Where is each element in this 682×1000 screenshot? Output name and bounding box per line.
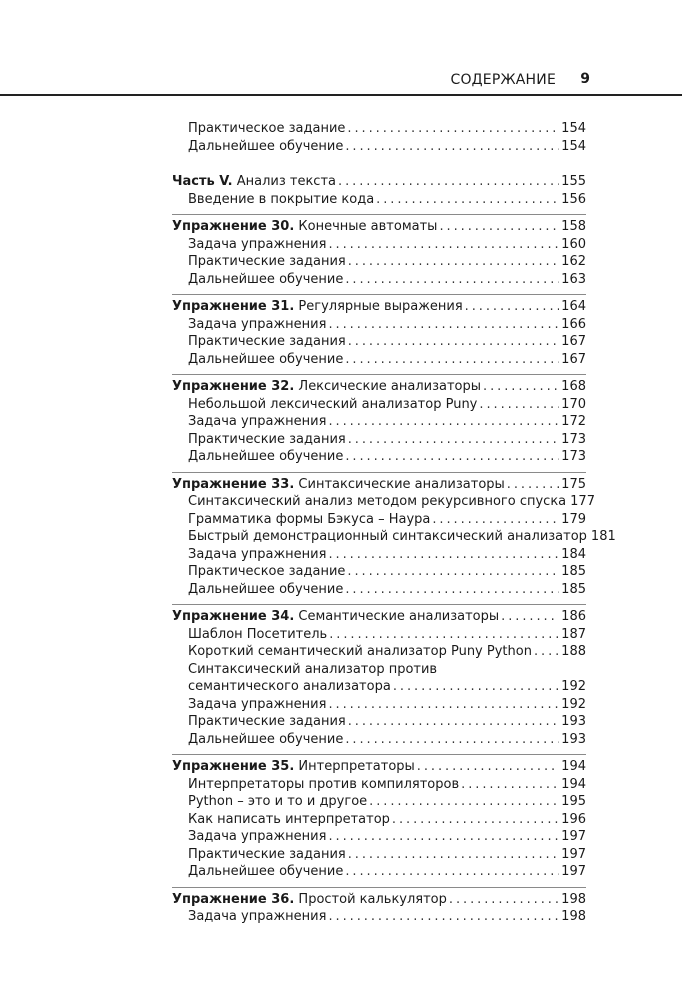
dot-leader <box>348 431 559 449</box>
toc-entry <box>172 563 586 581</box>
toc-entry <box>172 811 586 829</box>
toc-entry <box>172 511 586 529</box>
toc-page-number: 166 <box>561 316 586 332</box>
toc-entry-title: Python – это и то и другое <box>188 794 368 809</box>
toc-entry-title: Задача упражнения <box>188 909 327 924</box>
toc-heading-number: Упражнение 30. <box>172 219 295 234</box>
toc-part-heading <box>172 173 586 191</box>
dot-leader <box>328 696 559 714</box>
toc-heading-number: Упражнение 34. <box>172 609 295 624</box>
toc-page-number: 158 <box>561 219 586 234</box>
toc-entry-title: Дальнейшее обучение <box>188 138 344 154</box>
toc-heading-title: Регулярные выражения <box>294 299 463 314</box>
dot-leader <box>347 563 559 581</box>
toc-page-number: 198 <box>561 909 586 924</box>
dot-leader <box>501 608 559 626</box>
toc-page-number: 197 <box>561 846 586 862</box>
toc-entry <box>172 581 586 599</box>
toc-entry <box>172 661 586 679</box>
toc-entry-title: Задача упражнения <box>188 829 327 844</box>
dot-leader <box>392 811 559 829</box>
toc-entry <box>172 448 586 466</box>
toc-entry-title <box>172 608 499 626</box>
running-header-title: СОДЕРЖАНИЕ <box>450 72 556 88</box>
toc-entry-title: Дальнейшее обучение <box>188 271 344 287</box>
toc-page-number: 177 <box>570 494 595 509</box>
dot-leader <box>507 476 559 494</box>
dot-leader <box>345 271 559 289</box>
toc-entry-title: Задача упражнения <box>188 236 327 252</box>
toc-exercise-heading <box>172 608 586 626</box>
dot-leader <box>439 218 559 236</box>
toc-page-number: 162 <box>561 254 586 269</box>
toc-heading-title: Семантические анализаторы <box>294 609 500 624</box>
dot-leader <box>345 731 559 749</box>
toc-entry <box>172 528 616 546</box>
toc-entry <box>172 316 586 334</box>
toc-entry <box>172 713 586 731</box>
toc-exercise-heading <box>172 218 586 236</box>
toc-entry <box>172 908 586 926</box>
toc-entry-title: Практические задания <box>188 846 346 862</box>
toc-part-v <box>172 173 586 208</box>
dot-leader <box>393 678 559 696</box>
toc-entry-title: Дальнейшее обучение <box>188 731 344 747</box>
toc-heading-title: Конечные автоматы <box>294 219 438 234</box>
toc-page-number: 173 <box>561 431 586 447</box>
toc-entry-title: Практические задания <box>188 254 346 269</box>
toc-page-number: 187 <box>561 626 586 642</box>
toc-page-number: 173 <box>561 449 586 464</box>
toc-entry-title: семантического анализатора <box>188 679 391 694</box>
toc-page-number: 168 <box>561 379 586 394</box>
dot-leader <box>329 626 559 644</box>
toc-heading-title: Интерпретаторы <box>294 759 415 774</box>
toc-entry <box>172 828 586 846</box>
toc-entry-title: Интерпретаторы против компиляторов <box>188 776 460 792</box>
toc-entry <box>172 793 586 811</box>
toc-page-number: 192 <box>561 679 586 694</box>
toc-entry-title: Дальнейшее обучение <box>188 581 344 597</box>
toc-page-number: 196 <box>561 811 586 827</box>
dot-leader <box>345 138 559 156</box>
toc-entry <box>172 678 586 696</box>
toc-entry-title: Синтаксический анализатор против <box>188 661 438 677</box>
toc-page-number: 193 <box>561 714 586 729</box>
toc-entry <box>172 271 586 289</box>
dot-leader <box>345 581 559 599</box>
toc-entry <box>172 413 586 431</box>
toc-ex31 <box>172 294 586 368</box>
toc-entry <box>172 138 586 156</box>
toc-page-number: 155 <box>561 174 586 189</box>
toc-heading-number: Упражнение 31. <box>172 299 295 314</box>
dot-leader <box>345 863 559 881</box>
toc-entry-title: Задача упражнения <box>188 316 327 332</box>
dot-leader <box>461 776 559 794</box>
dot-leader <box>338 173 559 191</box>
dot-leader <box>345 351 559 369</box>
toc-entry-title <box>172 891 447 909</box>
toc-exercise-heading <box>172 298 586 316</box>
dot-leader <box>432 511 559 529</box>
toc-page-number: 170 <box>561 396 586 412</box>
toc-exercise-heading <box>172 378 586 396</box>
toc-entry-title: Практические задания <box>188 714 346 729</box>
toc-page-number: 175 <box>561 476 586 492</box>
dot-leader <box>328 236 559 254</box>
toc-entry-title: Шаблон Посетитель <box>188 626 328 642</box>
toc-entry <box>172 333 586 351</box>
dot-leader <box>345 448 559 466</box>
toc-entry <box>172 253 586 271</box>
toc-ex34 <box>172 604 586 748</box>
toc-page-number: 154 <box>561 121 586 136</box>
toc-page-number: 194 <box>561 776 586 792</box>
toc-entry <box>172 863 586 881</box>
toc-ex33 <box>172 472 616 599</box>
toc-entry-title: Практическое задание <box>188 121 346 136</box>
toc-heading-number: Упражнение 36. <box>172 891 295 907</box>
toc-entry-title: Короткий семантический анализатор Puny Python <box>188 644 532 659</box>
toc-entry <box>172 643 586 661</box>
toc-exercise-heading <box>172 891 586 909</box>
dot-leader <box>328 413 559 431</box>
toc-heading-number: Упражнение 35. <box>172 759 295 774</box>
toc-page-number: 156 <box>561 191 586 207</box>
dot-leader <box>417 758 559 776</box>
toc-page-number: 186 <box>561 609 586 624</box>
toc-entry <box>172 546 586 564</box>
toc-heading-number: Часть V. <box>172 174 233 189</box>
toc-page-number: 181 <box>590 529 616 544</box>
dot-leader <box>376 191 559 209</box>
toc-page-number: 194 <box>561 759 586 774</box>
toc-page-number: 154 <box>561 138 586 154</box>
toc-entry <box>172 626 586 644</box>
toc-ex36 <box>172 887 586 926</box>
dot-leader <box>328 908 559 926</box>
header-rule <box>0 94 682 96</box>
dot-leader <box>348 333 559 351</box>
toc-exercise-heading <box>172 476 586 494</box>
toc-entry-title: Дальнейшее обучение <box>188 449 344 464</box>
toc-page-number: 164 <box>561 299 586 314</box>
toc-entry <box>172 191 586 209</box>
dot-leader <box>449 891 559 909</box>
dot-leader <box>347 120 559 138</box>
toc-ex35 <box>172 754 586 881</box>
page-number: 9 <box>580 71 590 87</box>
toc-entry <box>172 431 586 449</box>
toc-heading-title: Анализ текста <box>232 174 336 189</box>
toc-entry-title <box>172 378 481 396</box>
toc-entry <box>172 236 586 254</box>
toc-page-number: 197 <box>561 829 586 844</box>
toc-entry-title: Дальнейшее обучение <box>188 864 344 879</box>
toc-entry <box>172 351 586 369</box>
toc-entry-title <box>172 476 505 494</box>
toc-entry-title <box>172 218 437 236</box>
toc-entry <box>172 120 586 138</box>
dot-leader <box>348 846 559 864</box>
toc-entry-title: Задача упражнения <box>188 696 327 712</box>
toc-page-number: 188 <box>561 644 586 659</box>
toc-entry <box>172 846 586 864</box>
toc-entry <box>172 396 586 414</box>
toc-page-number: 184 <box>561 546 586 562</box>
toc-page-number: 185 <box>561 564 586 579</box>
toc-entry-title <box>172 173 336 191</box>
toc-entry-title <box>172 758 415 776</box>
toc-page-number: 167 <box>561 351 586 367</box>
dot-leader <box>534 643 559 661</box>
toc-entry-title: Синтаксический анализ методом рекурсивного спуска <box>188 494 567 509</box>
toc-heading-number: Упражнение 32. <box>172 379 295 394</box>
toc-entry-title: Введение в покрытие кода <box>188 191 375 207</box>
toc-page-number: 163 <box>561 271 586 287</box>
toc-ex32 <box>172 374 586 466</box>
toc-entry <box>172 696 586 714</box>
dot-leader <box>348 253 559 271</box>
toc-page-number: 167 <box>561 334 586 349</box>
toc-page-number: 185 <box>561 581 586 597</box>
toc-entry-title: Небольшой лексический анализатор Puny <box>188 396 478 412</box>
table-of-contents <box>172 120 616 926</box>
toc-page-number: 198 <box>561 891 586 907</box>
toc-entry-title: Задача упражнения <box>188 414 327 429</box>
toc-page-number: 160 <box>561 236 586 252</box>
toc-entry <box>172 493 595 511</box>
toc-ex30 <box>172 214 586 288</box>
toc-page-number: 192 <box>561 696 586 712</box>
toc-exercise-heading <box>172 758 586 776</box>
toc-page-number: 195 <box>561 794 586 809</box>
toc-heading-title: Синтаксические анализаторы <box>294 476 505 492</box>
toc-entry-title: Практические задания <box>188 431 346 447</box>
page-header <box>0 0 682 96</box>
toc-entry-title: Как написать интерпретатор <box>188 811 390 827</box>
toc-entry-title: Дальнейшее обучение <box>188 351 344 367</box>
toc-entry-title <box>172 298 463 316</box>
dot-leader <box>348 713 559 731</box>
toc-entry-title: Грамматика формы Бэкуса – Наура <box>188 511 431 527</box>
dot-leader <box>328 828 559 846</box>
toc-heading-title: Простой калькулятор <box>294 891 447 907</box>
toc-page-number: 172 <box>561 414 586 429</box>
dot-leader <box>483 378 559 396</box>
toc-continued-section <box>172 120 586 155</box>
toc-heading-title: Лексические анализаторы <box>294 379 482 394</box>
toc-page-number: 193 <box>561 731 586 747</box>
toc-entry <box>172 776 586 794</box>
toc-entry <box>172 731 586 749</box>
toc-heading-number: Упражнение 33. <box>172 476 295 492</box>
toc-entry-title: Быстрый демонстрационный синтаксический анализатор <box>188 529 587 544</box>
dot-leader <box>328 316 559 334</box>
toc-entry-title: Практическое задание <box>188 564 346 579</box>
dot-leader <box>479 396 559 414</box>
dot-leader <box>465 298 560 316</box>
toc-entry-title: Практические задания <box>188 334 346 349</box>
dot-leader <box>369 793 559 811</box>
dot-leader <box>328 546 559 564</box>
toc-entry-title: Задача упражнения <box>188 546 327 562</box>
toc-page-number: 197 <box>561 864 586 879</box>
toc-page-number: 179 <box>561 511 586 527</box>
